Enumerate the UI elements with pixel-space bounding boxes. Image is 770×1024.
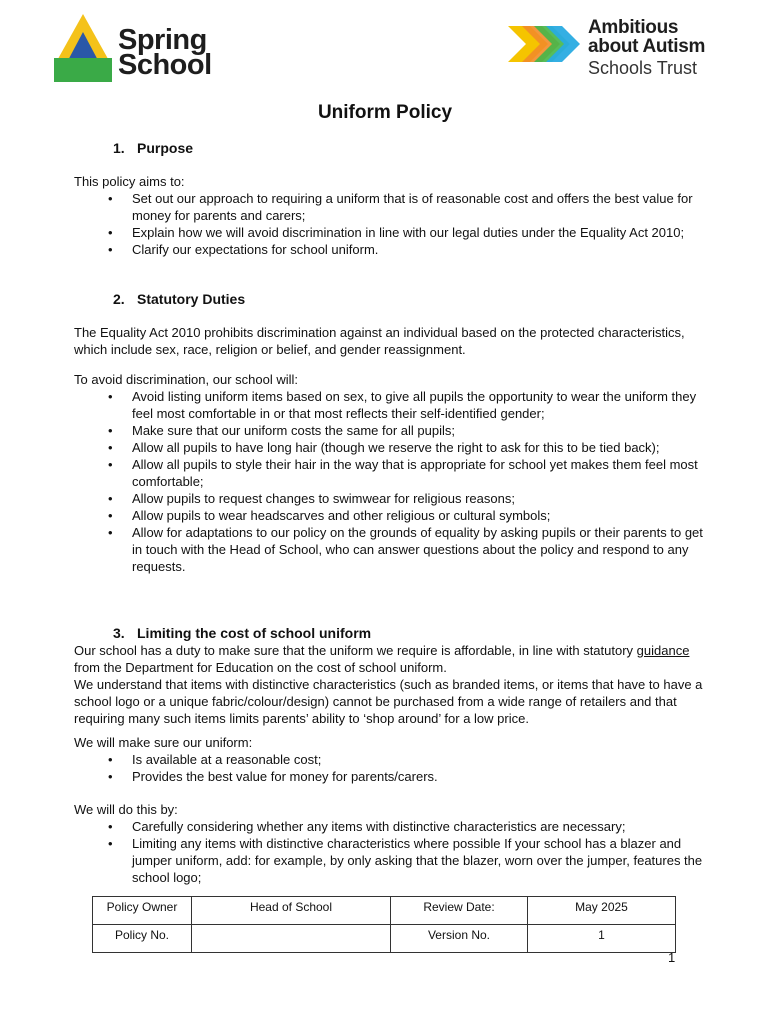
- list-item: • Allow for adaptations to our policy on the grounds of equality by asking pupils or their parents to get in touch with the Head of School, who can answer questions about the policy and respond to any requests.: [74, 524, 714, 575]
- list-item: • Limiting any items with distinctive characteristics where possible If your school has a blazer and jumper uniform, add: for example, by only asking that the blazer, worn over the jumper, features the school logo;: [74, 835, 714, 886]
- logo-word-schools-trust: Schools Trust: [588, 58, 698, 78]
- section-3-intro-1: We will make sure our uniform:: [74, 735, 253, 750]
- chevrons-icon: [508, 22, 582, 66]
- section-title: Statutory Duties: [137, 291, 246, 307]
- spring-school-wordmark: [118, 24, 212, 81]
- section-2-bullets: [74, 388, 714, 575]
- table-row: [93, 897, 676, 925]
- guidance-link[interactable]: guidance: [636, 643, 690, 658]
- list-item: • Allow pupils to wear headscarves and other religious or cultural symbols;: [74, 507, 714, 524]
- logo-word-about-autism: about Autism: [588, 36, 706, 57]
- section-title: Limiting the cost of school uniform: [137, 625, 372, 641]
- section-number: 1.: [113, 140, 125, 156]
- logo-word-school: School: [118, 49, 212, 81]
- section-3-bullets-2: [74, 818, 714, 886]
- ambitious-about-autism-logo: [508, 18, 738, 80]
- section-number: 3.: [113, 625, 125, 641]
- list-item: • Allow all pupils to have long hair (though we reserve the right to ask for this to be tied back);: [74, 439, 714, 456]
- table-cell: [192, 925, 391, 953]
- section-3-intro-2: We will do this by:: [74, 802, 178, 817]
- text-run: Our school has a duty to make sure that the uniform we require is affordable, in line with statutory: [74, 643, 637, 658]
- list-item: • Explain how we will avoid discrimination in line with our legal duties under the Equality Act 2010;: [74, 224, 714, 241]
- section-3-bullets-1: [74, 751, 714, 785]
- section-1-bullets: [74, 190, 714, 258]
- section-2-intro: To avoid discrimination, our school will:: [74, 372, 298, 387]
- table-cell: May 2025: [528, 897, 676, 925]
- table-cell: Policy Owner: [93, 897, 192, 925]
- spring-school-logo: [54, 14, 224, 84]
- list-item: • Is available at a reasonable cost;: [74, 751, 714, 768]
- table-row: [93, 925, 676, 953]
- section-2-paragraph: The Equality Act 2010 prohibits discrimination against an individual based on the protected characteristics, which include sex, race, religion or belief, and gender reassignment.: [74, 325, 685, 357]
- section-1-heading: [113, 140, 193, 156]
- list-item: • Carefully considering whether any items with distinctive characteristics are necessary;: [74, 818, 714, 835]
- list-item: • Allow pupils to request changes to swimwear for religious reasons;: [74, 490, 714, 507]
- table-cell: Review Date:: [391, 897, 528, 925]
- logo-word-spring: Spring: [118, 24, 207, 56]
- list-item: • Avoid listing uniform items based on sex, to give all pupils the opportunity to wear the uniform they feel most comfortable in or that most reflects their self-identified gender;: [74, 388, 714, 422]
- list-item: • Allow all pupils to style their hair in the way that is appropriate for school yet makes them feel most comfortable;: [74, 456, 714, 490]
- section-number: 2.: [113, 291, 125, 307]
- list-item: • Set out our approach to requiring a uniform that is of reasonable cost and offers the best value for money for parents and carers;: [74, 190, 714, 224]
- text-run: from the Department for Education on the cost of school uniform.: [74, 660, 447, 675]
- table-cell: 1: [528, 925, 676, 953]
- page-number: 1: [668, 950, 676, 965]
- section-1-intro: This policy aims to:: [74, 174, 185, 189]
- section-3-heading: [113, 625, 371, 641]
- list-item: • Provides the best value for money for parents/carers.: [74, 768, 714, 785]
- table-cell: Version No.: [391, 925, 528, 953]
- policy-info-table: [92, 896, 676, 953]
- section-3-paragraph-1: [74, 642, 714, 676]
- section-2-heading: [113, 291, 245, 307]
- section-title: Purpose: [137, 140, 194, 156]
- table-cell: Head of School: [192, 897, 391, 925]
- logo-word-ambitious: Ambitious: [588, 17, 679, 38]
- spring-school-triangle-icon: [54, 14, 112, 82]
- section-3-paragraph-2: We understand that items with distinctive characteristics (such as branded items, or items that have to have a school logo or a unique fabric/colour/design) cannot be purchased from a wide range of retailers and that requiring many such items limits parents’ ability to ‘shop around’ for a low price.: [74, 677, 703, 726]
- table-cell: Policy No.: [93, 925, 192, 953]
- list-item: • Make sure that our uniform costs the same for all pupils;: [74, 422, 714, 439]
- page-title: Uniform Policy: [317, 102, 453, 123]
- list-item: • Clarify our expectations for school uniform.: [74, 241, 714, 258]
